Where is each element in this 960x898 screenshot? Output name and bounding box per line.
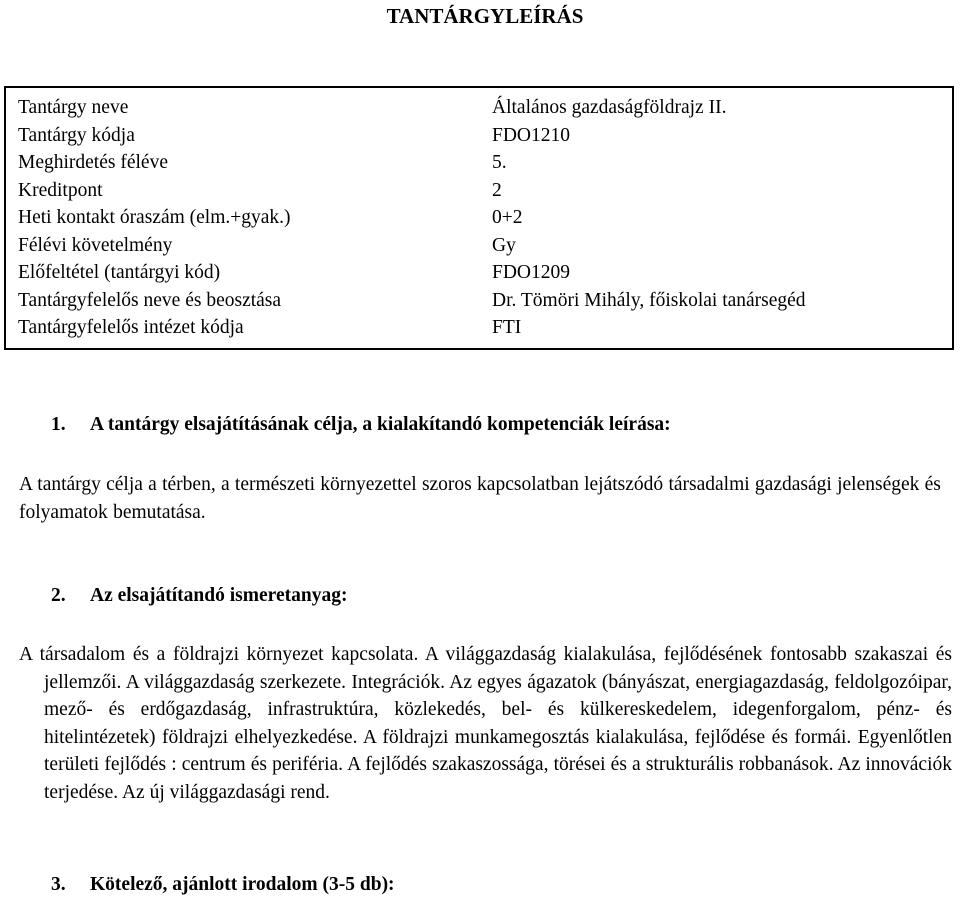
section-title: Az elsajátítandó ismeretanyag:	[90, 585, 348, 606]
info-label: Heti kontakt óraszám (elm.+gyak.)	[18, 207, 291, 228]
page-title: TANTÁRGYLEÍRÁS	[386, 4, 584, 28]
info-row-responsible-person	[6, 287, 952, 315]
info-value: 2	[492, 179, 502, 201]
info-value: FTI	[492, 317, 522, 338]
section-number: 2.	[51, 585, 66, 606]
info-label: Meghirdetés féléve	[18, 152, 168, 173]
info-label: Félévi követelmény	[18, 234, 173, 256]
section-heading-literature	[51, 872, 395, 898]
info-row-requirement	[6, 232, 952, 260]
section-title: A tantárgy elsajátításának célja, a kialakítandó kompetenciák leírása:	[90, 414, 671, 435]
info-row-semester	[6, 149, 952, 177]
info-row-institute-code	[6, 314, 952, 342]
info-label: Tantárgyfelelős intézet kódja	[18, 317, 244, 338]
section-number: 3.	[51, 874, 66, 895]
info-value: Dr. Tömöri Mihály, főiskolai tanársegéd	[492, 289, 806, 311]
subject-info-table	[4, 86, 954, 350]
info-row-subject-code	[6, 122, 952, 150]
info-label: Kreditpont	[18, 179, 103, 201]
section-title: Kötelező, ajánlott irodalom (3-5 db):	[90, 874, 395, 895]
info-row-subject-name	[6, 94, 952, 122]
info-value: 5.	[492, 152, 507, 173]
info-label: Tantárgyfelelős neve és beosztása	[18, 289, 282, 311]
info-row-weekly-hours	[6, 204, 952, 232]
info-value: Általános gazdaságföldrajz II.	[492, 97, 727, 118]
section-heading-curriculum	[51, 583, 347, 609]
info-value: 0+2	[492, 207, 523, 228]
info-row-credits	[6, 177, 952, 205]
info-label: Tantárgy neve	[18, 97, 129, 118]
info-value: FDO1209	[492, 262, 571, 283]
section-body-curriculum: A társadalom és a földrajzi környezet kapcsolata. A világgazdaság kialakulása, fejlődésének fontosabb szakaszai és jellemzői. A világgazdaság szerkezete. Integrációk. Az egyes ágazatok (bányászat, energiagazdaság, feldolgozóipar, mező- és erdőgazdaság, infrastruktúra, közlekedés, bel- és külkereskedelem, idegenforgalom, pénz- és hitelintézetek) földrajzi elhelyezkedése. A földrajzi munkamegosztás kialakulása, fejlődése és formái. Egyenlőtlen területi fejlődés : centrum és periféria. A fejlődés szakaszossága, törései és a strukturális robbanások. Az innovációk terjedése. Az új világgazdasági rend.	[19, 644, 952, 803]
section-number: 1.	[51, 414, 66, 435]
info-value: FDO1210	[492, 124, 571, 146]
info-label: Tantárgy kódja	[18, 124, 135, 146]
info-row-prerequisite	[6, 259, 952, 287]
info-value: Gy	[492, 234, 516, 256]
section-body-objectives: A tantárgy célja a térben, a természeti környezettel szoros kapcsolatban lejátszódó társadalmi gazdasági jelenségek és folyamatok bemutatása.	[19, 474, 941, 523]
info-label: Előfeltétel (tantárgyi kód)	[18, 262, 221, 283]
section-heading-objectives	[51, 412, 671, 438]
